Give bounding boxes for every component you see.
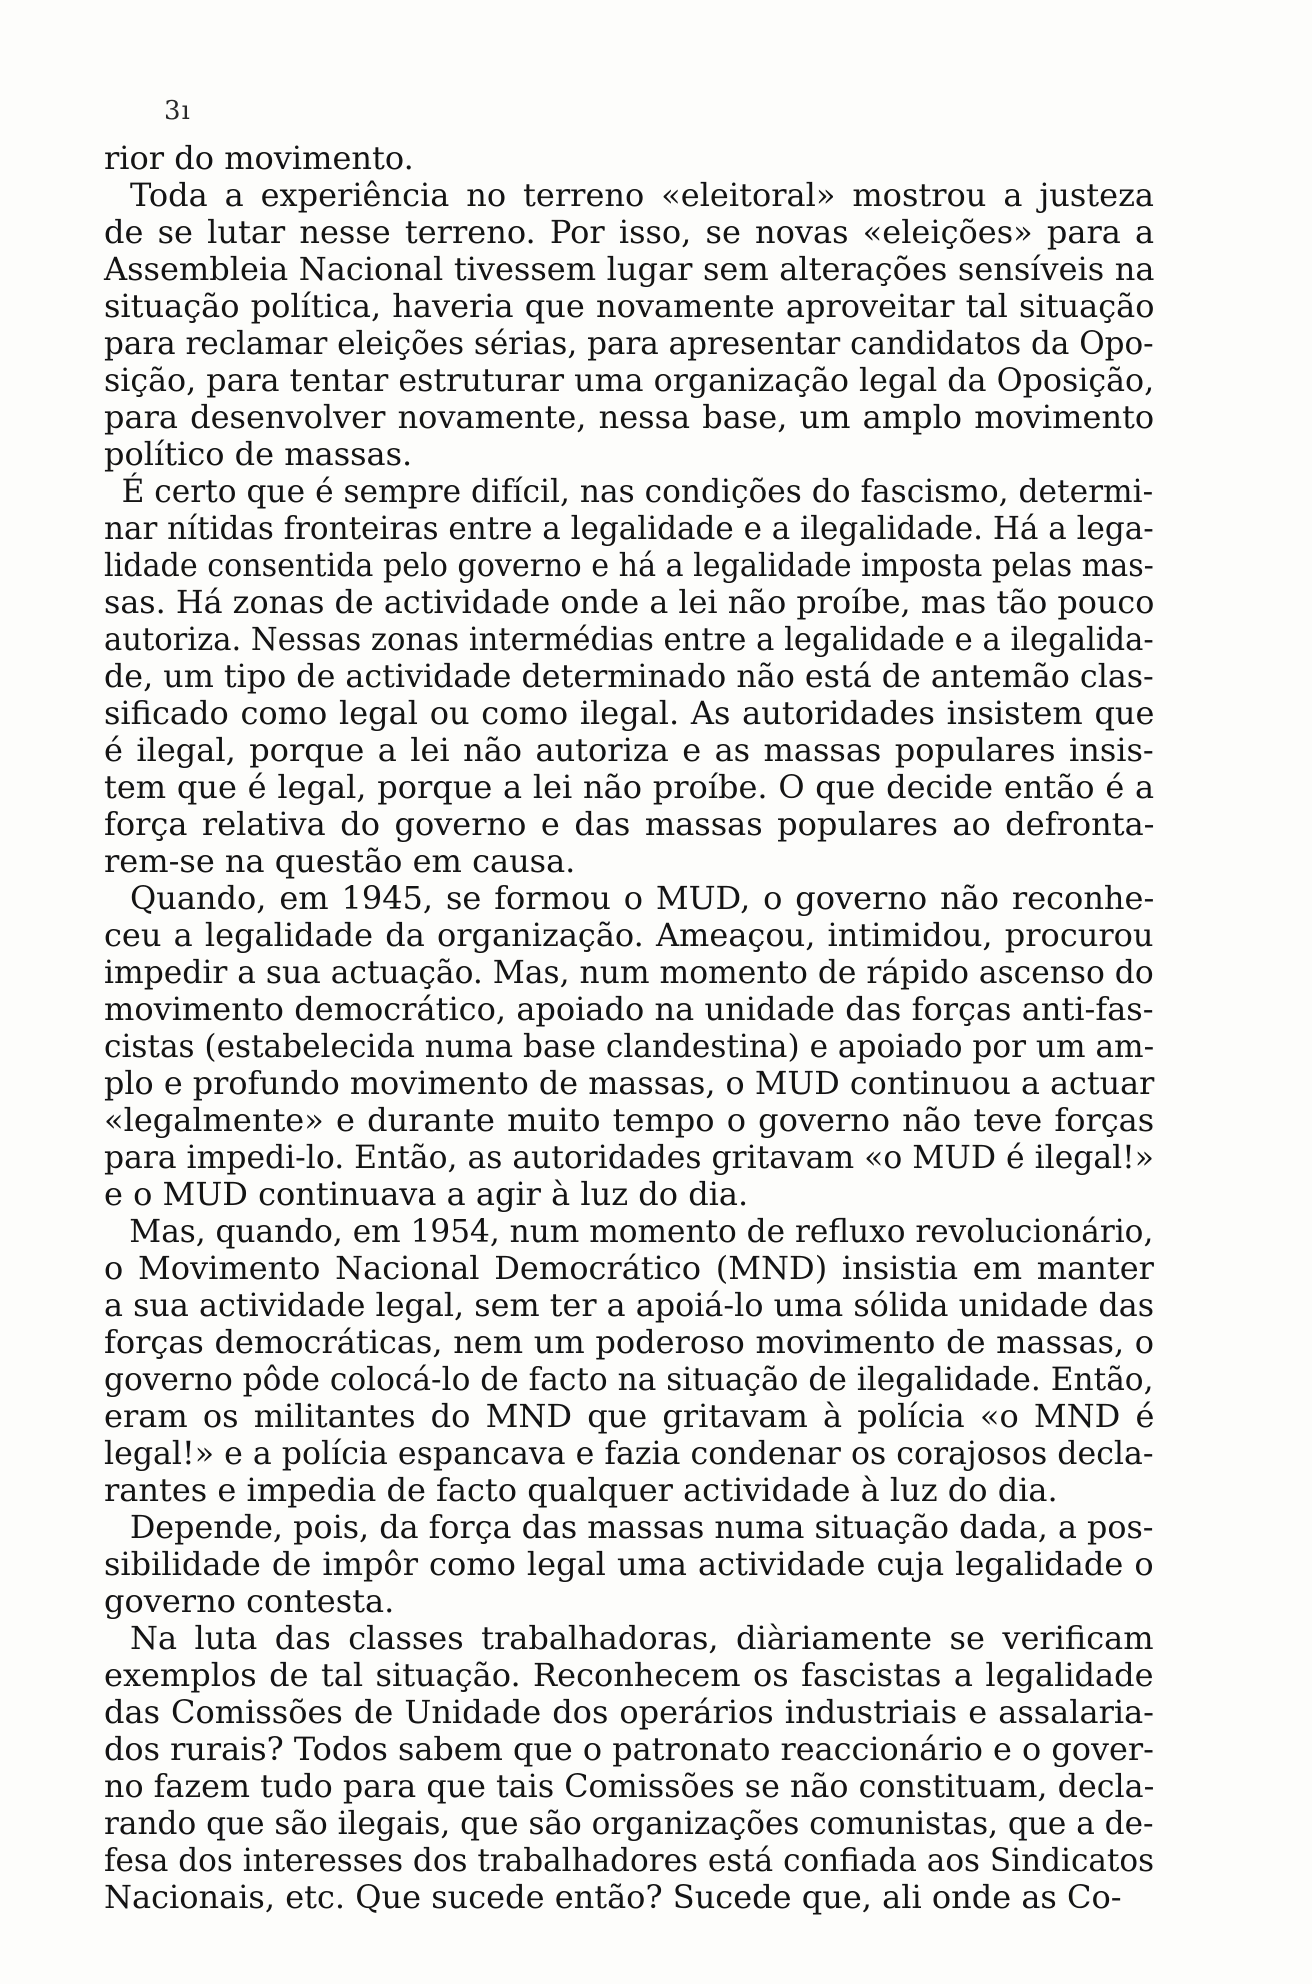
text-line: dos rurais? Todos sabem que o patronato reaccionário e o gover- <box>104 1730 1154 1768</box>
text-line: eram os militantes do MND que gritavam à polícia «o MND é <box>104 1397 1155 1435</box>
text-line: Assembleia Nacional tivessem lugar sem alterações sensíveis na <box>104 250 1155 288</box>
text-line: legal!» e a polícia espancava e fazia condenar os corajosos decla- <box>104 1434 1154 1472</box>
text-line: rior do movimento. <box>104 139 414 177</box>
text-line: rem-se na questão em causa. <box>104 842 576 880</box>
text-line: a sua actividade legal, sem ter a apoiá-lo uma sólida unidade das <box>104 1286 1155 1324</box>
text-line: Nacionais, etc. Que sucede então? Sucede que, ali onde as Co- <box>104 1878 1122 1916</box>
text-line: sificado como legal ou como ilegal. As autoridades insistem que <box>104 694 1155 732</box>
body-text <box>104 140 1154 1916</box>
text-line: sibilidade de impôr como legal uma actividade cuja legalidade o <box>104 1545 1154 1583</box>
text-line: de, um tipo de actividade determinado não está de antemão clas- <box>104 657 1154 695</box>
text-line: para reclamar eleições sérias, para apresentar candidatos da Opo- <box>104 324 1154 362</box>
text-line: movimento democrático, apoiado na unidade das forças anti-fas- <box>104 990 1154 1028</box>
text-line: autoriza. Nessas zonas intermédias entre a legalidade e a ilegalida- <box>104 620 1154 658</box>
text-line: ceu a legalidade da organização. Ameaçou, intimidou, procurou <box>104 916 1154 954</box>
text-line: das Comissões de Unidade dos operários industriais e assalaria- <box>104 1693 1154 1731</box>
text-line: o Movimento Nacional Democrático (MND) insistia em manter <box>104 1249 1154 1287</box>
text-line: rando que são ilegais, que são organizações comunistas, que a de- <box>104 1804 1154 1842</box>
text-line: governo pôde colocá-lo de facto na situação de ilegalidade. Então, <box>104 1360 1154 1398</box>
text-line: plo e profundo movimento de massas, o MUD continuou a actuar <box>104 1064 1155 1102</box>
text-line: político de massas. <box>104 435 413 473</box>
text-line: nar nítidas fronteiras entre a legalidade e a ilegalidade. Há a lega- <box>104 509 1154 547</box>
text-line: impedir a sua actuação. Mas, num momento de rápido ascenso do <box>104 953 1154 991</box>
paragraph <box>104 177 1154 473</box>
text-line: fesa dos interesses dos trabalhadores está confiada aos Sindicatos <box>104 1841 1155 1879</box>
text-line: forças democráticas, nem um poderoso movimento de massas, o <box>104 1323 1155 1361</box>
text-line: força relativa do governo e das massas populares ao defronta- <box>104 805 1155 843</box>
text-line: e o MUD continuava a agir à luz do dia. <box>104 1175 749 1213</box>
text-line: Na luta das classes trabalhadoras, diàriamente se verificam <box>130 1619 1154 1657</box>
text-line: cistas (estabelecida numa base clandestina) e apoiado por um am- <box>104 1027 1155 1065</box>
text-line: situação política, haveria que novamente aproveitar tal situação <box>104 287 1155 325</box>
paragraph <box>104 473 1154 880</box>
text-line: de se lutar nesse terreno. Por isso, se novas «eleições» para a <box>104 213 1155 251</box>
paragraph <box>104 880 1154 1213</box>
text-line: lidade consentida pelo governo e há a legalidade imposta pelas mas- <box>104 546 1154 584</box>
text-line: rantes e impedia de facto qualquer actividade à luz do dia. <box>104 1471 1058 1509</box>
text-line: sas. Há zonas de actividade onde a lei não proíbe, mas tão pouco <box>104 583 1155 621</box>
paragraph <box>104 1620 1154 1916</box>
page-number: 3ı <box>164 96 191 126</box>
text-line: para desenvolver novamente, nessa base, um amplo movimento <box>104 398 1155 436</box>
text-line: sição, para tentar estruturar uma organização legal da Oposição, <box>104 361 1155 399</box>
text-line: Mas, quando, em 1954, num momento de refluxo revolucionário, <box>129 1212 1154 1250</box>
text-line: exemplos de tal situação. Reconhecem os fascistas a legalidade <box>104 1656 1154 1694</box>
text-line: Depende, pois, da força das massas numa situação dada, a pos- <box>129 1508 1154 1546</box>
text-line: «legalmente» e durante muito tempo o governo não teve forças <box>104 1101 1155 1139</box>
text-line: tem que é legal, porque a lei não proíbe. O que decide então é a <box>104 768 1155 806</box>
paragraph <box>104 140 1154 177</box>
text-line: no fazem tudo para que tais Comissões se não constituam, decla- <box>104 1767 1155 1805</box>
paragraph <box>104 1509 1154 1620</box>
text-line: é ilegal, porque a lei não autoriza e as massas populares insis- <box>104 731 1154 769</box>
text-line: governo contesta. <box>104 1582 395 1620</box>
text-line: Quando, em 1945, se formou o MUD, o governo não reconhe- <box>130 879 1155 917</box>
text-line: É certo que é sempre difícil, nas condições do fascismo, determi- <box>121 472 1154 510</box>
text-line: Toda a experiência no terreno «eleitoral» mostrou a justeza <box>130 176 1154 214</box>
text-line: para impedi-lo. Então, as autoridades gritavam «o MUD é ilegal!» <box>104 1138 1154 1176</box>
paragraph <box>104 1213 1154 1509</box>
